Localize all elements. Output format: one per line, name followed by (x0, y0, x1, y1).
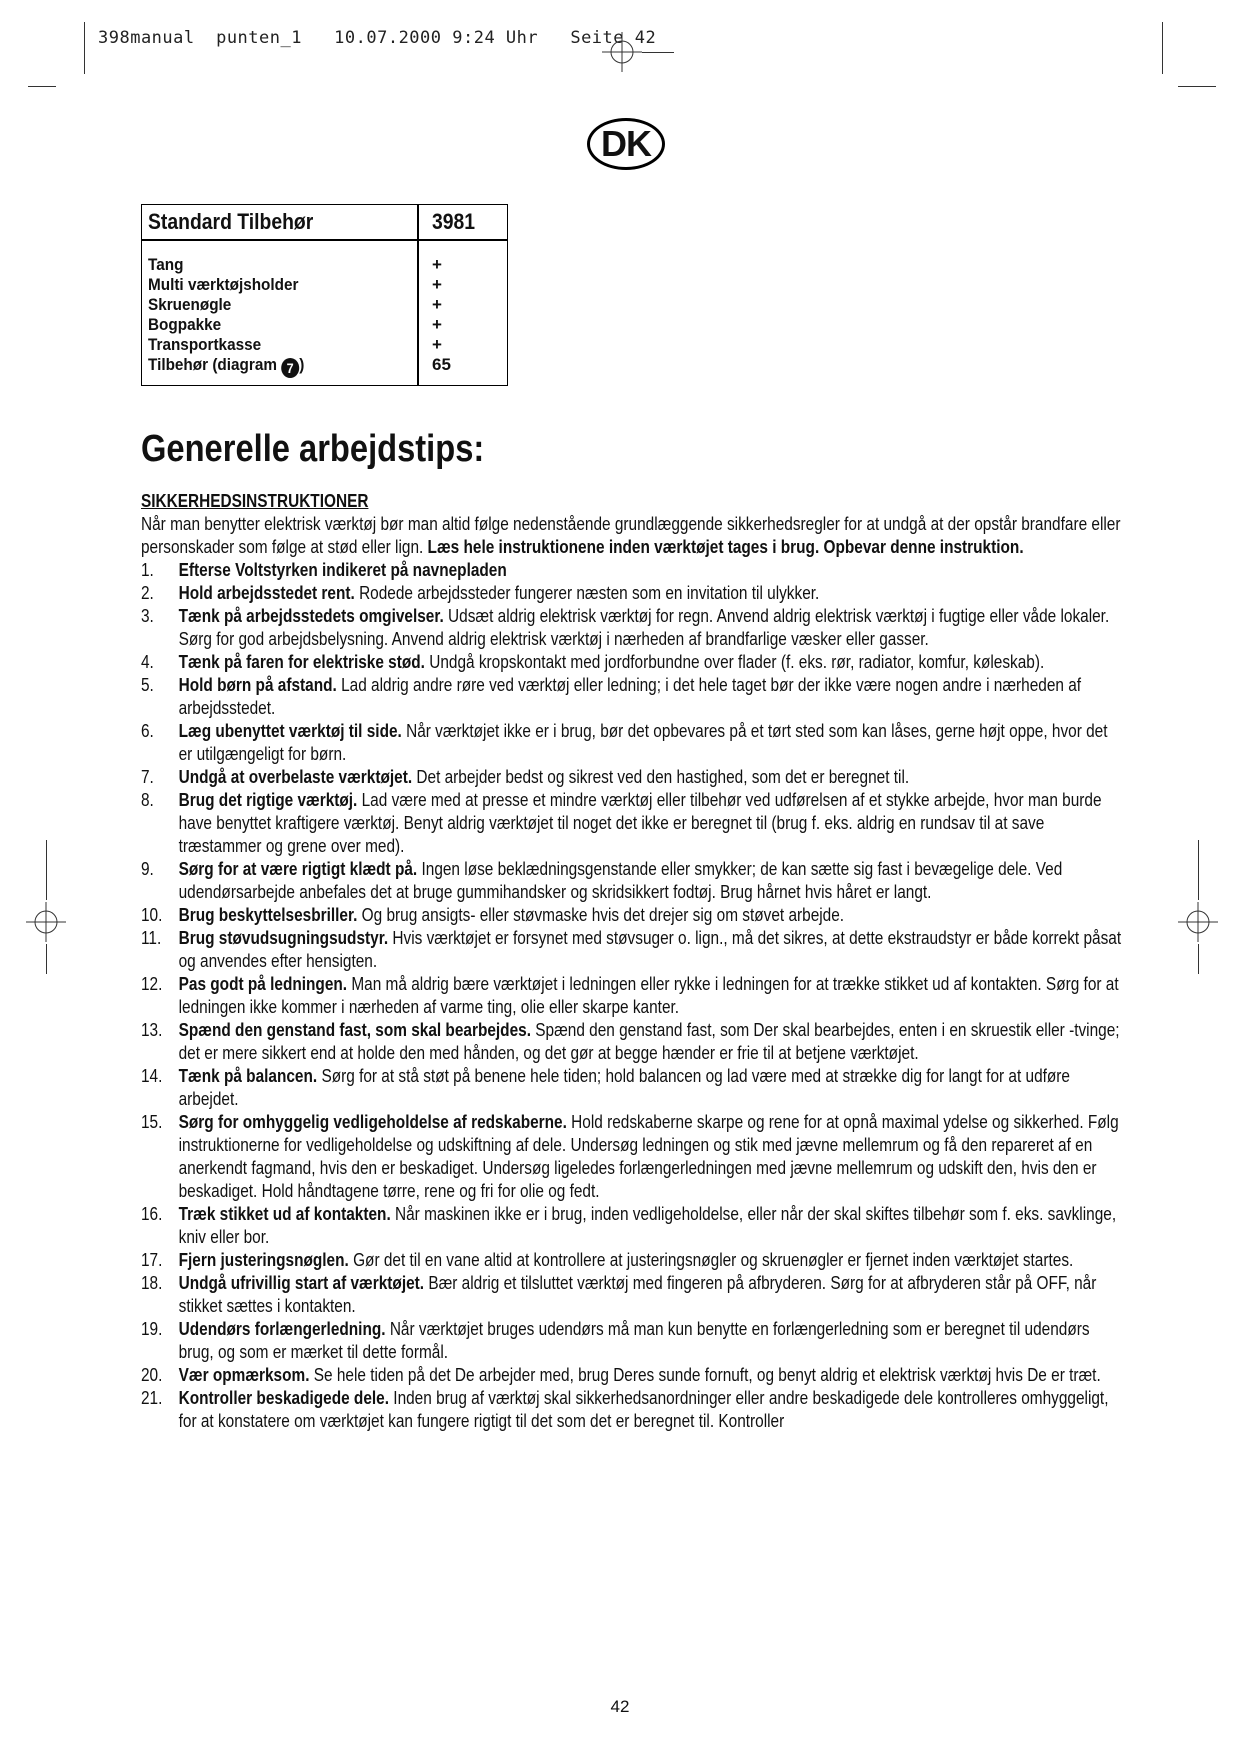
table-value: + (432, 295, 442, 314)
list-item-number: 18. (141, 1273, 163, 1293)
list-item-number: 14. (141, 1066, 163, 1086)
list-item-number: 4. (141, 652, 154, 672)
list-item-heading: Pas godt på ledningen. (178, 974, 348, 994)
list-item-text: Det arbejder bedst og sikrest ved den hastighed, som det er beregnet til. (412, 767, 910, 787)
list-item-number: 15. (141, 1112, 163, 1132)
list-item-number: 6. (141, 721, 154, 741)
table-item: Skruenøgle (148, 295, 232, 314)
accessory-table (141, 204, 508, 386)
table-value: + (432, 315, 442, 334)
intro-paragraph (141, 513, 1124, 559)
list-item-text: Hvis værktøjet er forsynet med støvsuger o. lign., må det sikres, at dette ekstraudstyr er både korrekt påsat og anvendes efter hensigten. (178, 928, 1122, 971)
list-item-number: 8. (141, 790, 154, 810)
list-item-heading: Træk stikket ud af kontakten. (178, 1204, 391, 1224)
list-item-text: Gør det til en vane altid at kontrollere at justeringsnøgler og skruenøgler er fjernet inden værktøjet startes. (348, 1250, 1074, 1270)
list-item-heading: Tænk på arbejdsstedets omgivelser. (178, 606, 444, 626)
crop-mark (1162, 22, 1163, 74)
list-item-heading: Sørg for omhyggelig vedligeholdelse af redskaberne. (178, 1112, 567, 1132)
list-item-heading: Spænd den genstand fast, som skal bearbejdes. (178, 1020, 531, 1040)
list-item (141, 1364, 1124, 1387)
table-value: + (432, 275, 442, 294)
registration-mark-icon (1178, 902, 1218, 942)
table-values-column (432, 255, 451, 375)
list-item-heading: Læg ubenyttet værktøj til side. (178, 721, 402, 741)
list-item-text: Inden brug af værktøj skal sikkerhedsanordninger eller andre beskadigede dele kontrolleres omhyggeligt, for at konstatere om værktøjet kan fungere rigtigt til det som det er beregnet til. Kontroller (178, 1388, 1109, 1431)
list-item-text: Når maskinen ikke er i brug, inden vedligeholdelse, eller når der skal skiftes tilbehør som f. eks. savklinge, kniv eller bor. (178, 1204, 1117, 1247)
list-item (141, 651, 1124, 674)
list-item (141, 904, 1124, 927)
intro-bold-text: Læs hele instruktionene inden værktøjet tages i brug. Opbevar denne instruktion. (427, 537, 1024, 557)
list-item (141, 927, 1124, 973)
table-divider (417, 205, 419, 385)
list-item (141, 1249, 1124, 1272)
list-item-text: Hold redskaberne skarpe og rene for at opnå maximal ydelse og sikkerhed. Følg instruktionerne for vedligeholdelse og udskiftning af dele. Undersøg ledningen og stik med jævne mellemrum og få den repareret af en anerkendt fagmand, hvis den er beskadiget. Undersøg ligeledes forlængerledningen med jævne mellemrum og udskift den, hvis den er beskadiget. Hold håndtagene tørre, rene og fri for olie og fedt. (178, 1112, 1119, 1201)
list-item-number: 5. (141, 675, 154, 695)
list-item-number: 9. (141, 859, 154, 879)
list-item (141, 1318, 1124, 1364)
list-item-heading: Sørg for at være rigtigt klædt på. (178, 859, 418, 879)
list-item-text: Når værktøjet ikke er i brug, bør det opbevares på et tørt sted som kan låses, gerne højt oppe, hvor det er utilgængeligt for børn. (178, 721, 1108, 764)
table-header-label: Standard Tilbehør (148, 209, 314, 234)
registration-mark-icon (602, 32, 642, 72)
list-item-number: 1. (141, 560, 154, 580)
list-item-heading: Hold børn på afstand. (178, 675, 337, 695)
list-item (141, 1111, 1124, 1203)
list-item-heading: Tænk på faren for elektriske stød. (178, 652, 425, 672)
list-item-heading: Undgå at overbelaste værktøjet. (178, 767, 413, 787)
table-divider (142, 239, 507, 241)
list-item-number: 7. (141, 767, 154, 787)
crop-mark (46, 944, 47, 974)
list-item-heading: Kontroller beskadigede dele. (178, 1388, 390, 1408)
list-item-text: Undgå kropskontakt med jordforbundne over flader (f. eks. rør, radiator, komfur, køleskab). (424, 652, 1045, 672)
list-item-text: Sørg for at stå støt på benene hele tiden; hold balancen og lad være med at strække dig for langt for at udføre arbejdet. (178, 1066, 1070, 1109)
list-item (141, 858, 1124, 904)
list-item-number: 17. (141, 1250, 163, 1270)
list-item-text: Rodede arbejdssteder fungerer næsten som en invitation til ulykker. (354, 583, 820, 603)
list-item-heading: Undgå ufrivillig start af værktøjet. (178, 1273, 425, 1293)
instruction-list (141, 559, 1124, 1433)
list-item-heading: Tænk på balancen. (178, 1066, 318, 1086)
list-item (141, 766, 1124, 789)
list-item-heading: Vær opmærksom. (178, 1365, 310, 1385)
crop-mark (1198, 944, 1199, 974)
list-item-text: Se hele tiden på det De arbejder med, brug Deres sunde fornuft, og benyt aldrig et elektrisk værktøj hvis De er træt. (309, 1365, 1101, 1385)
list-item (141, 1203, 1124, 1249)
list-item-text: Lad være med at presse et mindre værktøj eller tilbehør ved udførelsen af et stykke arbejde, hvor man burde have benyttet kraftigere værktøj. Benyt aldrig værktøjet til noget det ikke er beregnet til (brug f. eks. aldrig en rundsav til at save træstammer og grene over med). (178, 790, 1102, 856)
list-item-heading: Udendørs forlængerledning. (178, 1319, 386, 1339)
list-item (141, 1065, 1124, 1111)
list-item (141, 1272, 1124, 1318)
crop-mark (642, 52, 674, 53)
crop-mark (28, 86, 56, 87)
table-item: Multi værktøjsholder (148, 275, 299, 294)
diagram-number-badge: 7 (281, 358, 299, 378)
list-item (141, 1019, 1124, 1065)
list-item (141, 605, 1124, 651)
list-item-number: 13. (141, 1020, 163, 1040)
table-item: Transportkasse (148, 335, 262, 354)
table-item: Bogpakke (148, 315, 222, 334)
list-item-number: 12. (141, 974, 163, 994)
list-item-heading: Hold arbejdsstedet rent. (178, 583, 355, 603)
list-item-text: Ingen løse beklædningsgenstande eller smykker; de kan sætte sig fast i bevægelige dele. Ved udendørsarbejde anbefales det at bruge gummihandsker og skridsikkert fodtøj. Brug hårnet hvis håret er langt. (178, 859, 1063, 902)
list-item-number: 16. (141, 1204, 163, 1224)
country-badge: DK (587, 118, 665, 170)
table-item (148, 355, 304, 378)
table-item-suffix: ) (299, 355, 305, 374)
list-item-text: Bær aldrig et tilsluttet værktøj med fingeren på afbryderen. Sørg for at afbryderen står på OFF, når stikket sættes i kontakten. (178, 1273, 1097, 1316)
intro-text: Når man benytter elektrisk værktøj bør man altid følge nedenstående grundlæggende sikkerhedsregler for at undgå at der opstår brandfare eller personskader som følge at stød eller lign. (141, 514, 1121, 557)
registration-mark-icon (26, 902, 66, 942)
list-item (141, 1387, 1124, 1433)
table-value: + (432, 255, 442, 274)
table-item-text: Tilbehør (diagram (148, 355, 277, 374)
list-item-text: Man må aldrig bære værktøjet i ledningen eller rykke i ledningen for at trække stikket ud af kontakten. Sørg for at ledningen ikke kommer i nærheden af varme ting, olie eller skarpe kanter. (178, 974, 1119, 1017)
page-title: Generelle arbejdstips: (141, 428, 485, 470)
list-item-number: 11. (141, 928, 162, 948)
list-item-number: 10. (141, 905, 163, 925)
list-item-text: Spænd den genstand fast, som Der skal bearbejdes, enten i en skruestik eller -tvinge; det er mere sikkert end at holde den med hånden, og det gør at begge hænder er frie til at betjene værktøjet. (178, 1020, 1120, 1063)
crop-mark (84, 22, 85, 74)
list-item-number: 21. (141, 1388, 163, 1408)
list-item-text: Og brug ansigts- eller støvmaske hvis det drejer sig om støvet arbejde. (357, 905, 845, 925)
table-items-column (148, 255, 304, 378)
list-item (141, 674, 1124, 720)
list-item-number: 3. (141, 606, 154, 626)
list-item-number: 2. (141, 583, 154, 603)
list-item-heading: Efterse Voltstyrken indikeret på navnepladen (178, 560, 507, 580)
section-heading: SIKKERHEDSINSTRUKTIONER (141, 491, 369, 511)
print-slug: 398manual punten_1 10.07.2000 9:24 Uhr Seite 42 (98, 28, 657, 48)
crop-mark (1198, 840, 1199, 900)
list-item (141, 973, 1124, 1019)
list-item (141, 720, 1124, 766)
list-item-text: Lad aldrig andre røre ved værktøj eller ledning; i det hele taget bør der ikke være nogen andre i nærheden af arbejdsstedet. (178, 675, 1082, 718)
list-item-heading: Brug beskyttelsesbriller. (178, 905, 358, 925)
list-item-number: 19. (141, 1319, 163, 1339)
list-item-number: 20. (141, 1365, 163, 1385)
list-item (141, 789, 1124, 858)
safety-instructions (141, 490, 1124, 1433)
list-item (141, 582, 1124, 605)
crop-mark (46, 840, 47, 900)
table-value: 65 (432, 355, 451, 374)
table-item: Tang (148, 255, 184, 274)
list-item-heading: Brug støvudsugningsudstyr. (178, 928, 389, 948)
list-item (141, 559, 1124, 582)
list-item-text: Når værktøjet bruges udendørs må man kun benytte en forlængerledning som er beregnet til udendørs brug, og som er mærket til dette formål. (178, 1319, 1090, 1362)
list-item-text: Udsæt aldrig elektrisk værktøj for regn. Anvend aldrig elektrisk værktøj i fugtige eller våde lokaler. Sørg for god arbejdsbelysning. Anvend aldrig elektrisk værktøj i nærheden af brandfarlige væsker eller gasser. (178, 606, 1110, 649)
table-header-model: 3981 (432, 209, 476, 234)
list-item-heading: Brug det rigtige værktøj. (178, 790, 358, 810)
table-value: + (432, 335, 442, 354)
page-number: 42 (610, 1697, 630, 1716)
crop-mark (1178, 86, 1216, 87)
list-item-heading: Fjern justeringsnøglen. (178, 1250, 349, 1270)
